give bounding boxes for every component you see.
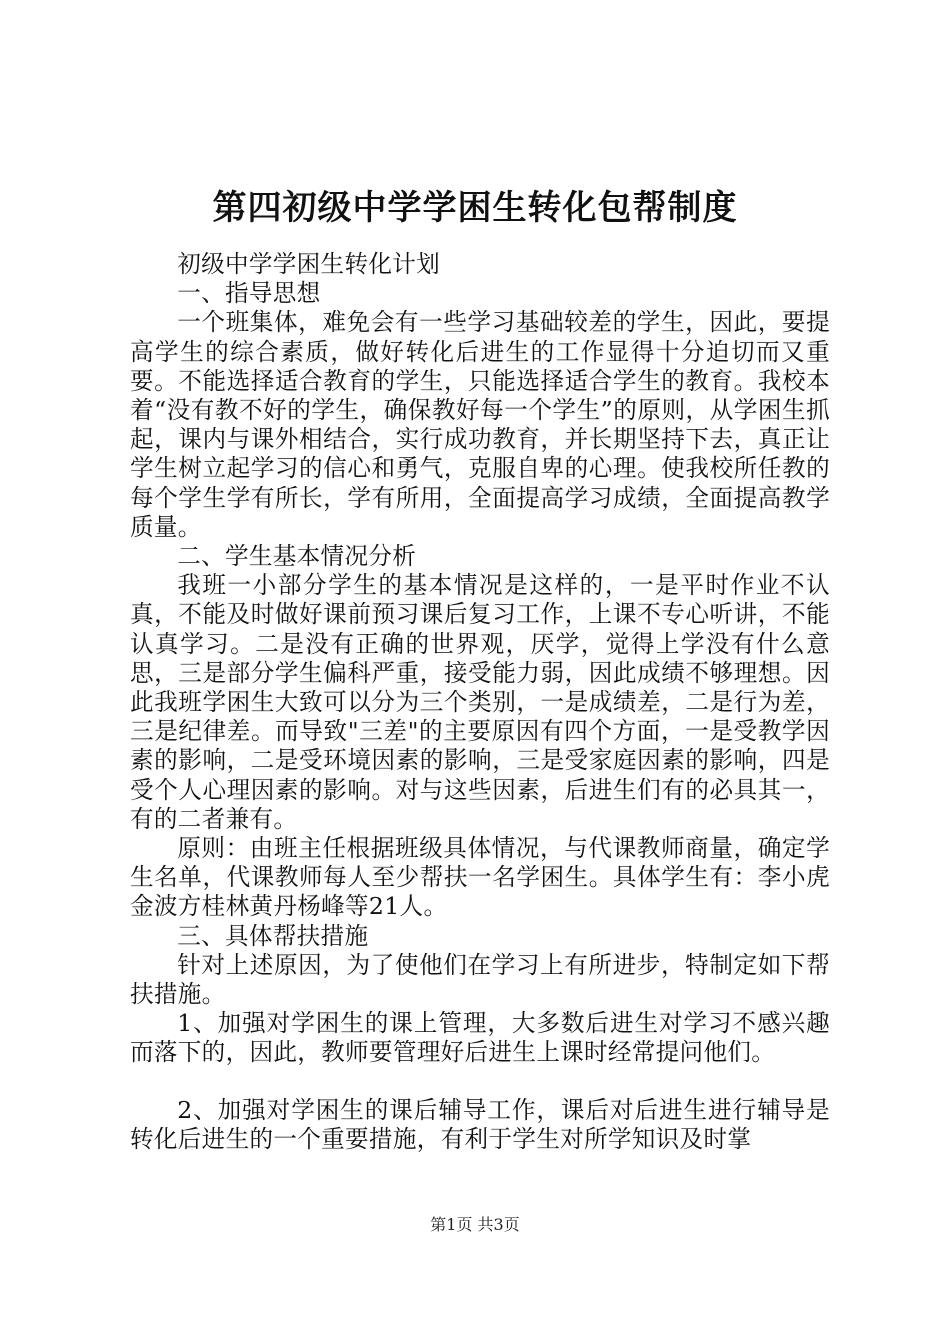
- paragraph-measures-intro: 针对上述原因，为了使他们在学习上有所进步，特制定如下帮扶措施。: [130, 950, 830, 1009]
- subtitle-paragraph: 初级中学学困生转化计划: [177, 250, 441, 278]
- paragraph-student-analysis: 我班一小部分学生的基本情况是这样的，一是平时作业不认真，不能及时做好课前预习课后复习工作，上课不专心听讲，不能认真学习。二是没有正确的世界观，厌学，觉得上学没有什么意思，三是部分学生偏科严重，接受能力弱，因此成绩不够理想。因此我班学困生大致可以分为三个类别，一是成绩差，二是行为差，三是纪律差。而导致"三差"的主要原因有四个方面，一是受教学因素的影响，二是受环境因素的影响，三是受家庭因素的影响，四是受个人心理因素的影响。对与这些因素，后进生们有的必具其一，有的二者兼有。: [130, 571, 830, 833]
- document-title: 第四初级中学学困生转化包帮制度: [212, 188, 738, 228]
- section-heading-guiding-thought: 一、指导思想: [177, 279, 321, 308]
- section-heading-student-analysis: 二、学生基本情况分析: [177, 542, 417, 571]
- paragraph-measure-1: 1、加强对学困生的课上管理，大多数后进生对学习不感兴趣而落下的，因此，教师要管理好后进生上课时经常提问他们。: [130, 1009, 830, 1067]
- paragraph-measure-2: 2、加强对学困生的课后辅导工作，课后对后进生进行辅导是转化后进生的一个重要措施，有利于学生对所学知识及时掌: [130, 1095, 830, 1153]
- section-heading-measures: 三、具体帮扶措施: [177, 921, 369, 950]
- page-number-footer: 第1页 共3页: [430, 1215, 520, 1234]
- document-body: [130, 208, 830, 1154]
- paragraph-guiding-thought: 一个班集体，难免会有一些学习基础较差的学生，因此，要提高学生的综合素质，做好转化后进生的工作显得十分迫切而又重要。不能选择适合教育的学生，只能选择适合学生的教育。我校本着“没有教不好的学生，确保教好每一个学生”的原则，从学困生抓起，课内与课外相结合，实行成功教育，并长期坚持下去，真正让学生树立起学习的信心和勇气，克服自卑的心理。使我校所任教的每个学生学有所长，学有所用，全面提高学习成绩，全面提高教学质量。: [130, 308, 830, 541]
- paragraph-principle: 原则：由班主任根据班级具体情况，与代课教师商量，确定学生名单，代课教师每人至少帮扶一名学困生。具体学生有：李小虎金波方桂林黄丹杨峰等21人。: [130, 834, 830, 921]
